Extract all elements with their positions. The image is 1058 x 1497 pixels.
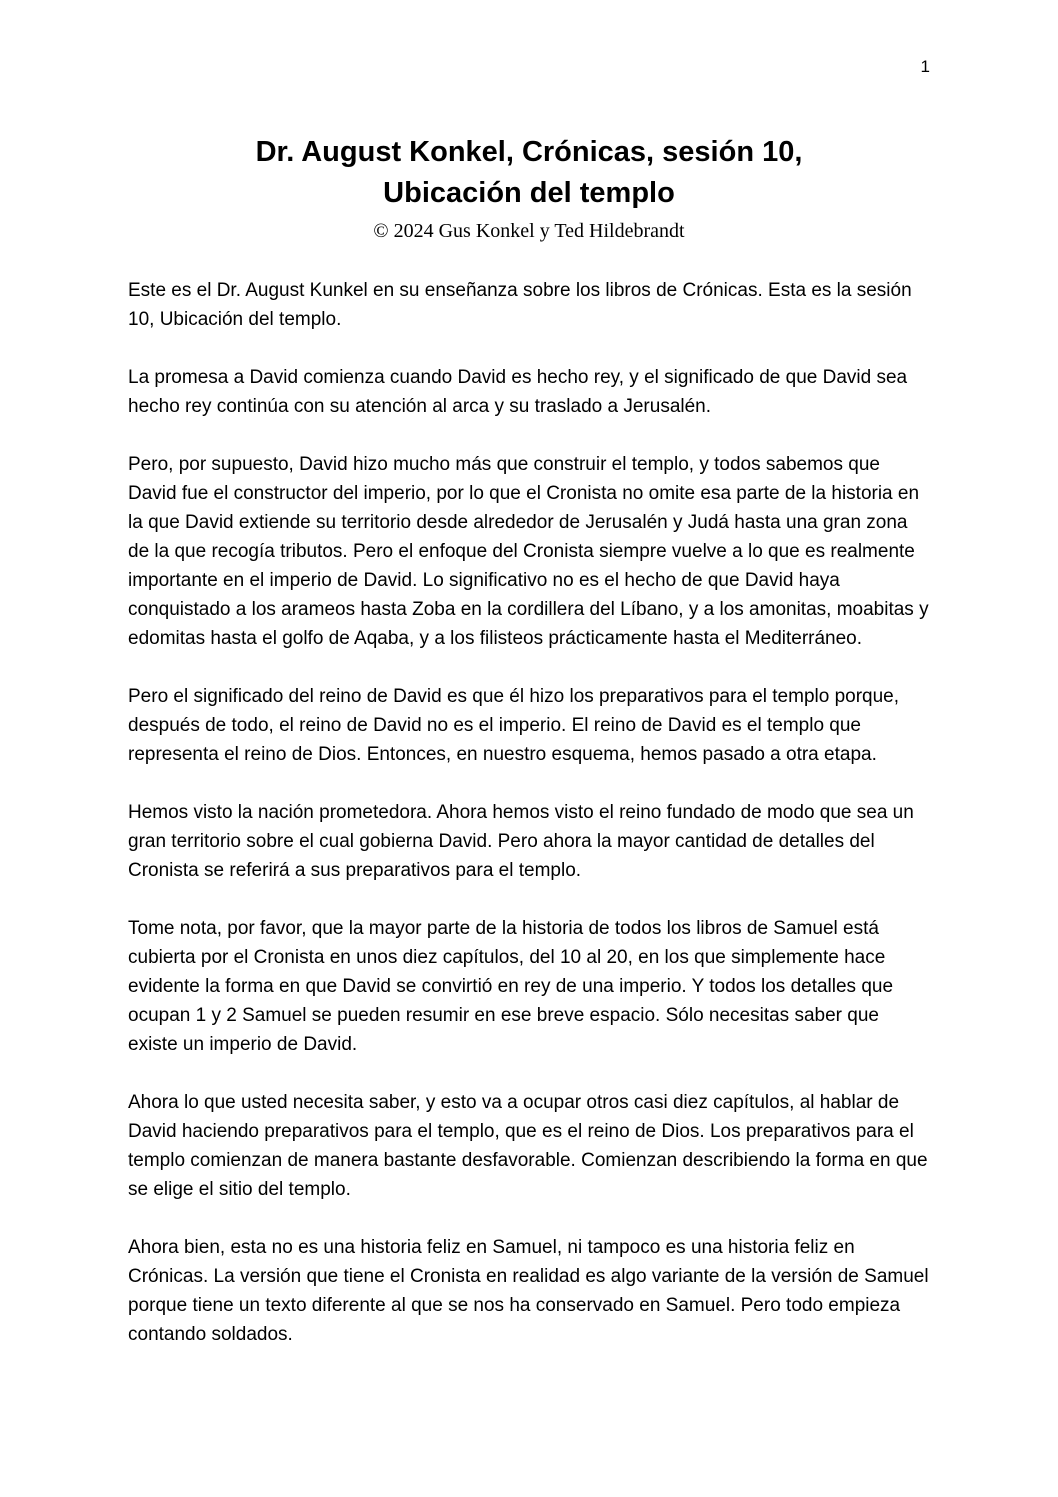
page-number: 1 [920, 57, 930, 76]
paragraph: Pero el significado del reino de David es que él hizo los preparativos para el templo porque, después de todo, el reino de David no es el imperio. El reino de David es el templo que representa el reino de Dios. Entonces, en nuestro esquema, hemos pasado a otra etapa. [128, 686, 900, 765]
paragraph: Este es el Dr. August Kunkel en su enseñanza sobre los libros de Crónicas. Esta es la sesión 10, Ubicación del templo. [128, 280, 912, 330]
paragraph: La promesa a David comienza cuando David es hecho rey, y el significado de que David sea hecho rey continúa con su atención al arca y su traslado a Jerusalén. [128, 367, 908, 417]
document-content [128, 132, 930, 1378]
document-body [128, 276, 930, 1349]
paragraph: Hemos visto la nación prometedora. Ahora hemos visto el reino fundado de modo que sea un gran territorio sobre el cual gobierna David. Pero ahora la mayor cantidad de detalles del Cronista se referirá a sus preparativos para el templo. [128, 802, 914, 881]
document-title-line1: Dr. August Konkel, Crónicas, sesión 10, [255, 136, 803, 168]
paragraph: Ahora bien, esta no es una historia feliz en Samuel, ni tampoco es una historia feliz en Crónicas. La versión que tiene el Cronista en realidad es algo variante de la versión de Samuel porque tiene un texto diferente al que se nos ha conservado en Samuel. Pero todo empieza contando soldados. [128, 1237, 929, 1345]
paragraph: Ahora lo que usted necesita saber, y esto va a ocupar otros casi diez capítulos, al hablar de David haciendo preparativos para el templo, que es el reino de Dios. Los preparativos para el templo comienzan de manera bastante desfavorable. Comienzan describiendo la forma en que se elige el sitio del templo. [128, 1092, 928, 1200]
paragraph: Tome nota, por favor, que la mayor parte de la historia de todos los libros de Samuel está cubierta por el Cronista en unos diez capítulos, del 10 al 20, en los que simplemente hace evidente la forma en que David se convirtió en rey de una imperio. Y todos los detalles que ocupan 1 y 2 Samuel se pueden resumir en ese breve espacio. Sólo necesitas saber que existe un imperio de David. [128, 918, 894, 1055]
document-title [128, 132, 930, 214]
copyright-line: © 2024 Gus Konkel y Ted Hildebrandt [373, 220, 685, 242]
document-title-line2: Ubicación del templo [383, 177, 675, 209]
paragraph: Pero, por supuesto, David hizo mucho más que construir el templo, y todos sabemos que David fue el constructor del imperio, por lo que el Cronista no omite esa parte de la historia en la que David extiende su territorio desde alrededor de Jerusalén y Judá hasta una gran zona de la que recogía tributos. Pero el enfoque del Cronista siempre vuelve a lo que es realmente importante en el imperio de David. Lo significativo no es el hecho de que David haya conquistado a los arameos hasta Zoba en la cordillera del Líbano, y a los amonitas, moabitas y edomitas hasta el golfo de Aqaba, y a los filisteos prácticamente hasta el Mediterráneo. [128, 454, 929, 649]
